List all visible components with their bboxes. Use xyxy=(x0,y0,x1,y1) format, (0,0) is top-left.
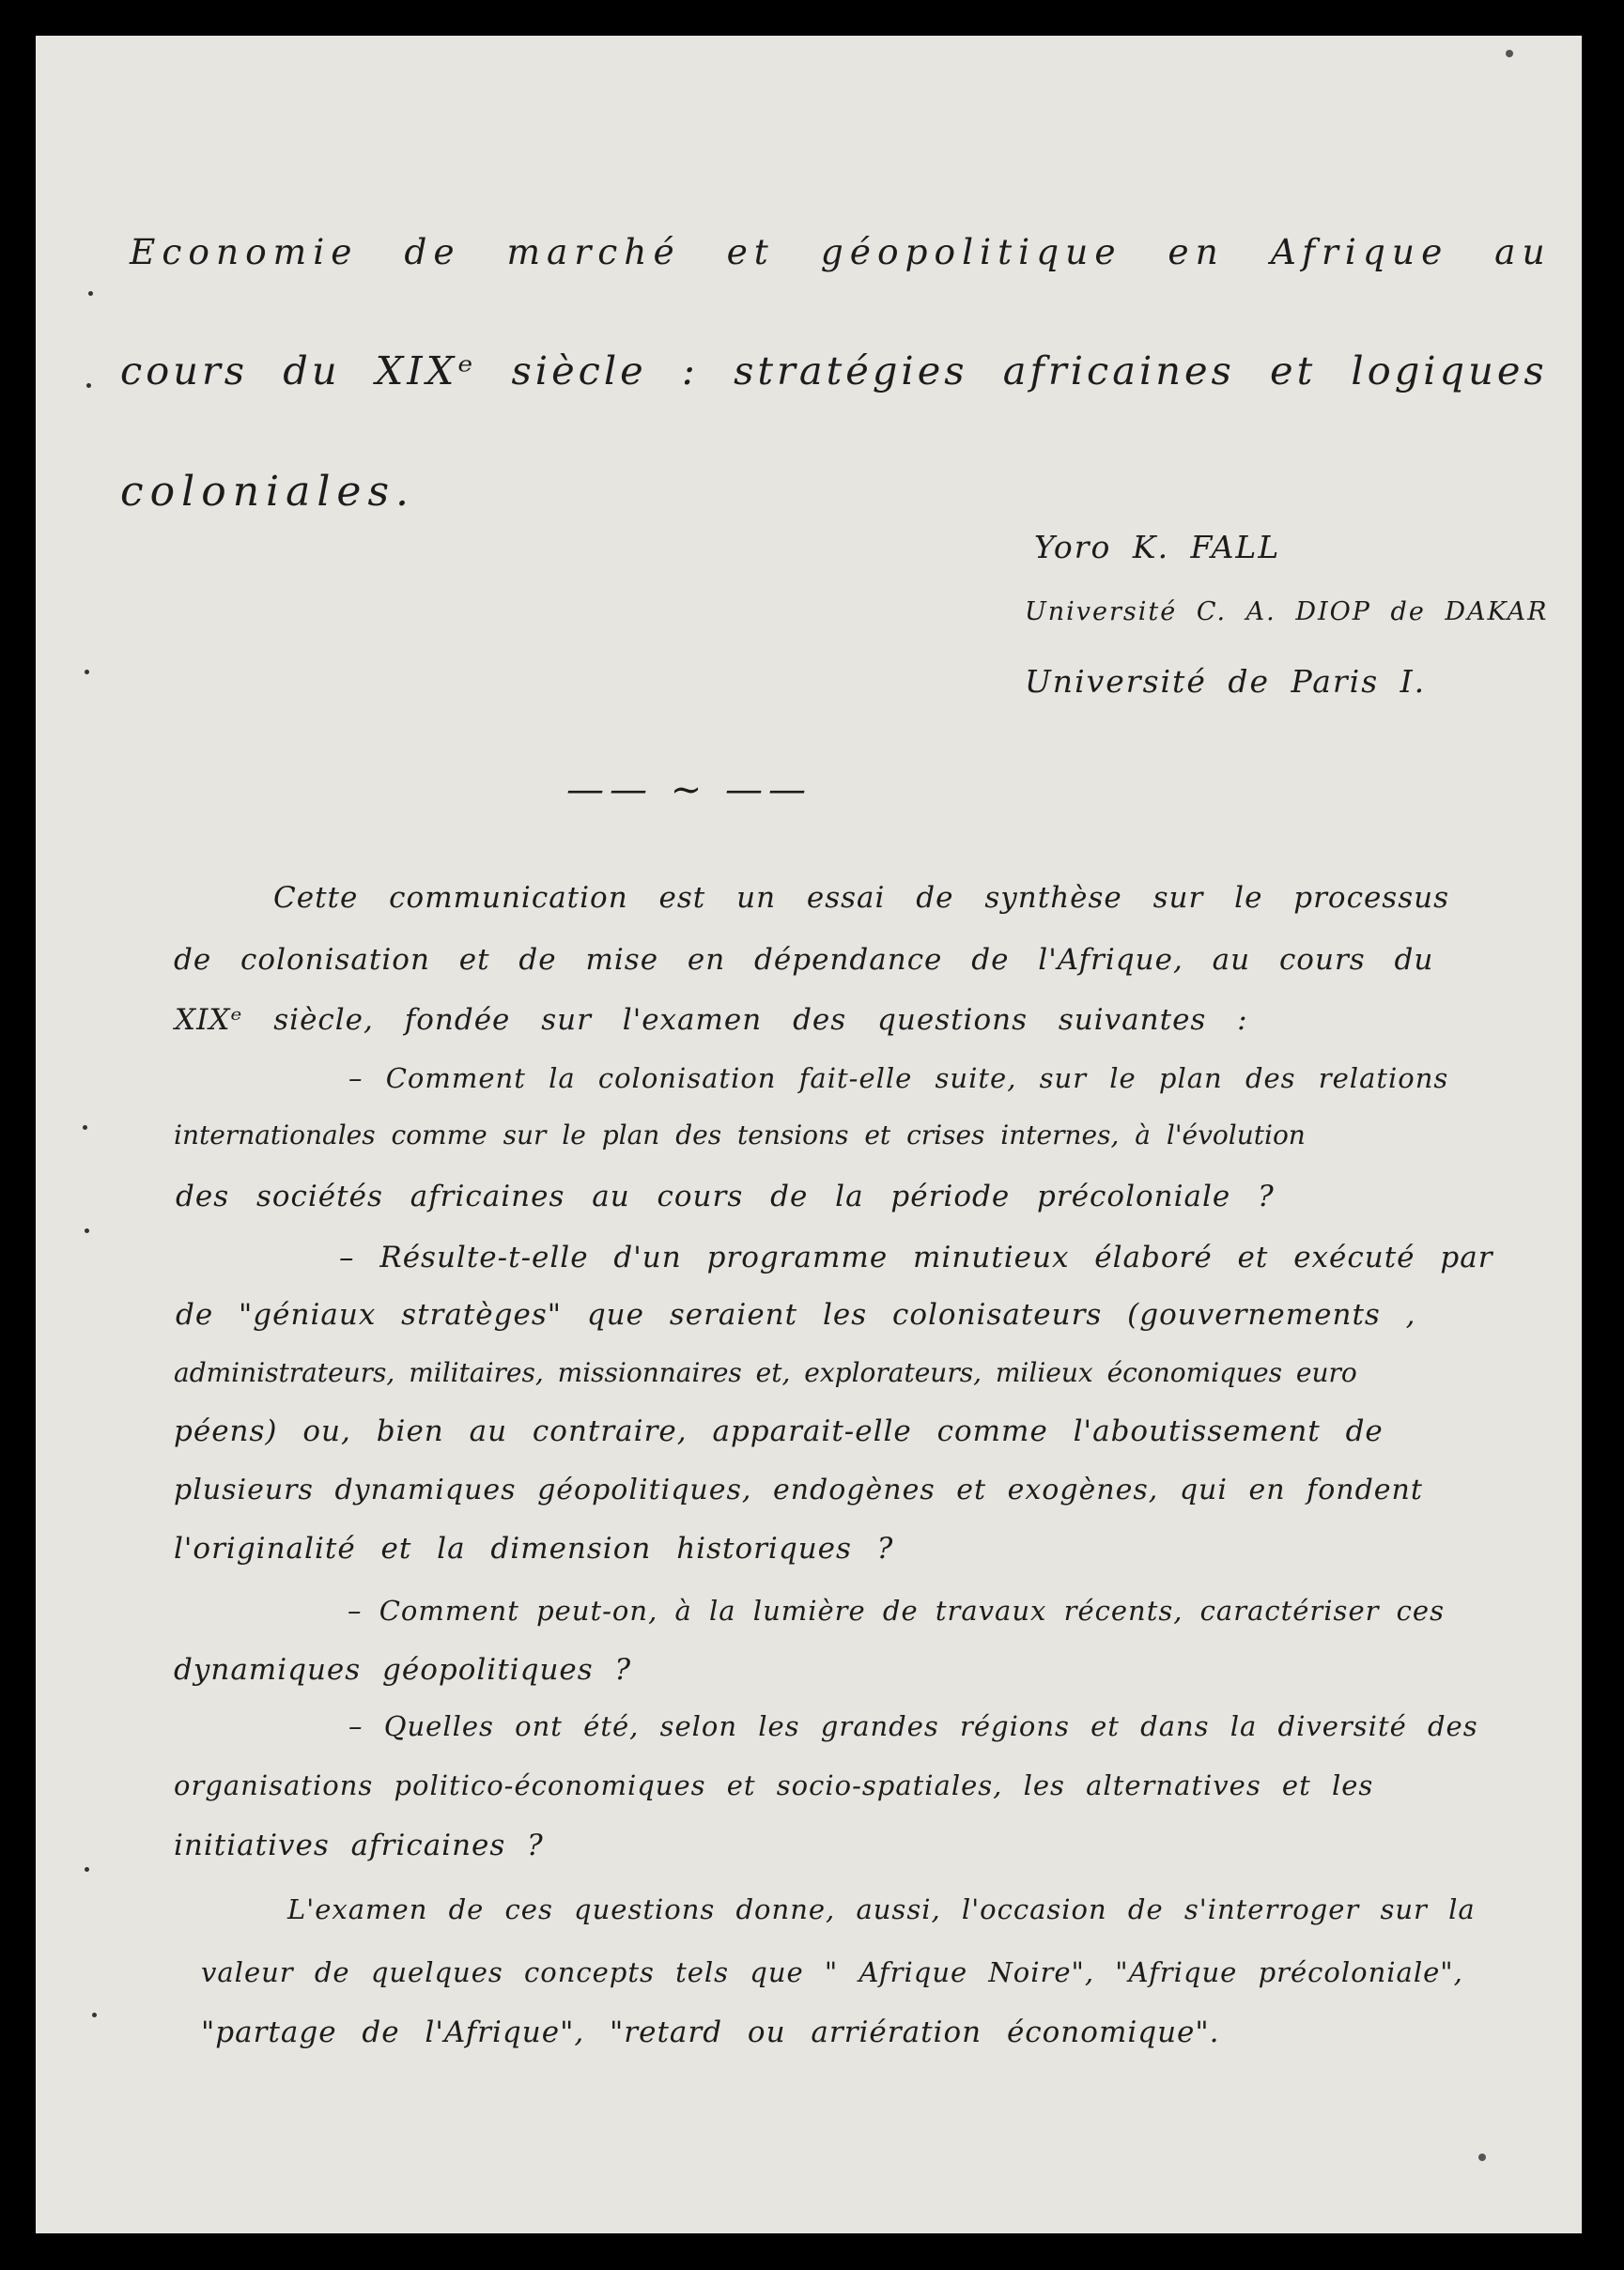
title-line-2: cours du XIXᵉ siècle : stratégies africaines et logiques xyxy=(120,347,1548,394)
body-line-18: L'examen de ces questions donne, aussi, l'occasion de s'interroger sur la xyxy=(287,1893,1476,1925)
margin-dot xyxy=(85,670,89,674)
page-spot xyxy=(1506,50,1513,57)
author-name: Yoro K. FALL xyxy=(1034,529,1281,565)
body-line-10: péens) ou, bien au contraire, apparait-elle comme l'aboutissement de xyxy=(174,1414,1384,1448)
body-line-9: administrateurs, militaires, missionnaires et, explorateurs, milieux économiques euro xyxy=(174,1357,1357,1388)
title-line-3: coloniales. xyxy=(120,468,416,516)
body-line-5: internationales comme sur le plan des tensions et crises internes, à l'évolution xyxy=(174,1120,1306,1150)
page-spot xyxy=(1478,2154,1486,2161)
body-line-13: – Comment peut-on, à la lumière de travaux récents, caractériser ces xyxy=(348,1595,1445,1627)
body-line-8: de "géniaux stratèges" que seraient les colonisateurs (gouvernements , xyxy=(176,1298,1416,1332)
body-line-15: – Quelles ont été, selon les grandes régions et dans la diversité des xyxy=(348,1710,1478,1742)
margin-dot xyxy=(85,1867,89,1872)
body-line-14: dynamiques géopolitiques ? xyxy=(174,1653,632,1687)
margin-dot xyxy=(83,1125,87,1130)
body-line-19: valeur de quelques concepts tels que " Afrique Noire", "Afrique précoloniale", xyxy=(201,1956,1463,1988)
body-line-7: – Résulte-t-elle d'un programme minutieux élaboré et exécuté par xyxy=(339,1241,1493,1274)
body-line-6: des sociétés africaines au cours de la période précoloniale ? xyxy=(176,1180,1275,1213)
body-line-12: l'originalité et la dimension historiques ? xyxy=(174,1532,894,1566)
author-affiliation-2: Université de Paris I. xyxy=(1025,663,1427,700)
body-line-4: – Comment la colonisation fait-elle suite, sur le plan des relations xyxy=(348,1062,1449,1094)
margin-dot xyxy=(88,291,93,296)
margin-dot xyxy=(85,1228,89,1233)
body-line-16: organisations politico-économiques et socio-spatiales, les alternatives et les xyxy=(174,1769,1374,1801)
section-separator: —— ~ —— xyxy=(566,768,812,811)
margin-dot xyxy=(92,2013,97,2017)
body-line-2: de colonisation et de mise en dépendance de l'Afrique, au cours du xyxy=(174,943,1434,977)
author-affiliation-1: Université C. A. DIOP de DAKAR xyxy=(1025,597,1549,626)
margin-dot xyxy=(86,383,91,388)
body-line-17: initiatives africaines ? xyxy=(174,1829,544,1862)
title-line-1: Economie de marché et géopolitique en Afrique au xyxy=(130,231,1552,272)
body-line-3: XIXᵉ siècle, fondée sur l'examen des questions suivantes : xyxy=(175,1003,1248,1037)
body-line-11: plusieurs dynamiques géopolitiques, endogènes et exogènes, qui en fondent xyxy=(174,1474,1423,1506)
body-line-20: "partage de l'Afrique", "retard ou arriération économique". xyxy=(201,2015,1220,2049)
body-line-1: Cette communication est un essai de synthèse sur le processus xyxy=(273,881,1449,915)
document-page xyxy=(36,36,1582,2233)
